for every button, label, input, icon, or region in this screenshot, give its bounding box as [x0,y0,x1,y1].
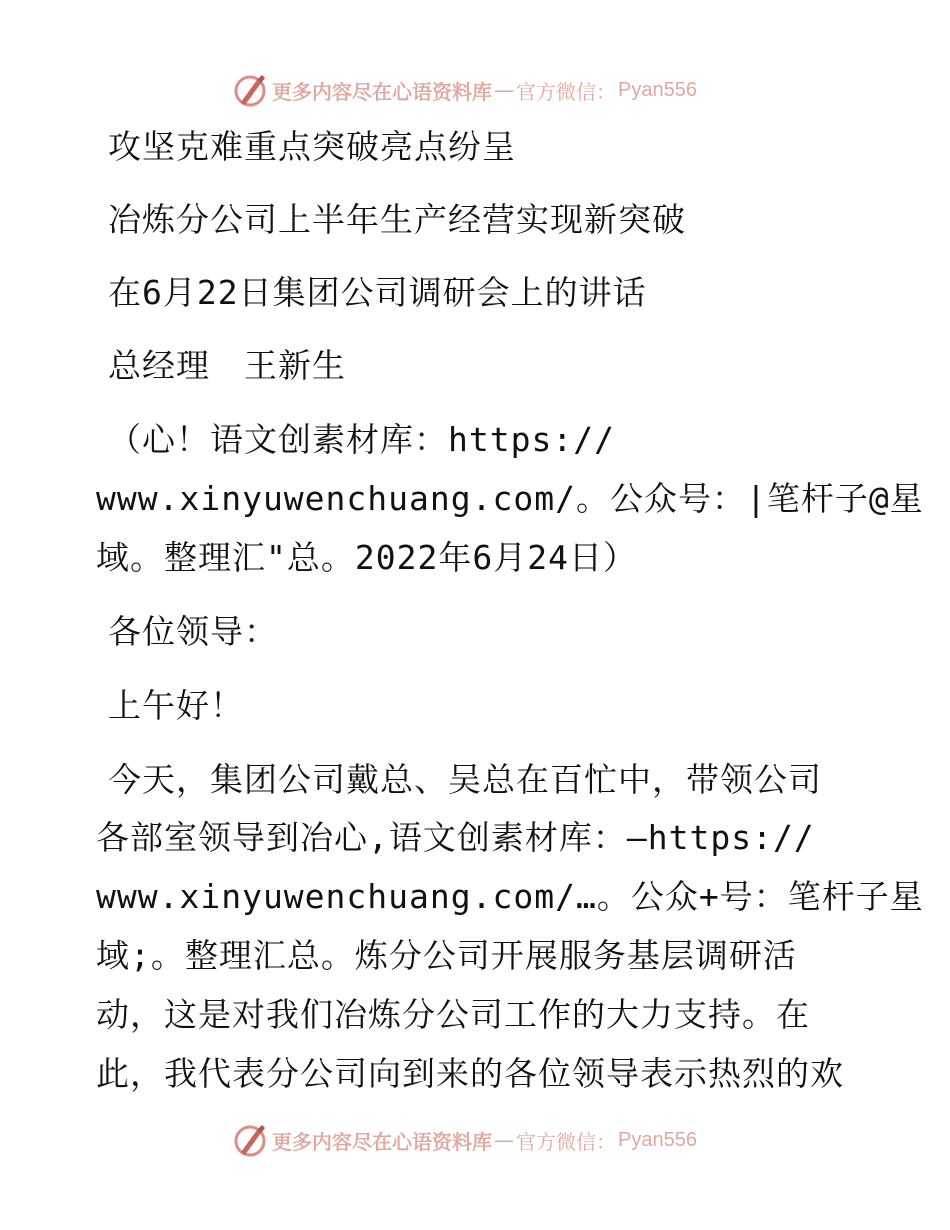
body-line-5: 动，这是对我们冶炼分公司工作的大力支持。在 [96,995,810,1034]
watermark-brand: 更多内容尽在心语资料库 [272,79,492,104]
subtitle-line: 在6月22日集团公司调研会上的讲话 [108,273,647,312]
body-line-6: 此，我代表分公司向到来的各位领导表示热烈的欢 [96,1054,844,1093]
salutation-line: 各位领导： [108,612,278,651]
watermark-official-label: 官方微信： [516,79,616,104]
title-line-2: 冶炼分公司上半年生产经营实现新突破 [108,200,686,239]
title-line-1: 攻坚克难重点突破亮点纷呈 [108,127,516,166]
pen-logo-icon [232,1122,268,1158]
pen-logo-icon [232,72,268,108]
watermark-wechat-id: Pyan556 [618,1128,697,1151]
greeting-line: 上午好！ [108,686,244,725]
source-note-line-3: 域。整理汇"总。2022年6月24日） [96,538,637,577]
header-watermark [232,70,712,110]
watermark-separator: — [494,1128,514,1152]
watermark-brand: 更多内容尽在心语资料库 [272,1129,492,1154]
body-line-4: 域;。整理汇总。炼分公司开展服务基层调研活 [96,936,797,975]
body-line-1: 今天，集团公司戴总、吴总在百忙中，带领公司 [108,760,822,799]
watermark-wechat-id: Pyan556 [618,78,697,101]
source-note-line-2: www.xinyuwenchuang.com/。公众号：|笔杆子@星 [96,479,924,518]
watermark-official-label: 官方微信： [516,1129,616,1154]
body-line-2: 各部室领导到冶心,语文创素材库：—https:// [96,818,815,857]
body-line-3: www.xinyuwenchuang.com/…。公众+号：笔杆子星 [96,877,924,916]
source-note-line-1: （心！语文创素材库：https:// [108,420,615,459]
footer-watermark [232,1120,712,1160]
speaker-line: 总经理 王新生 [108,346,346,385]
watermark-separator: — [494,78,514,102]
